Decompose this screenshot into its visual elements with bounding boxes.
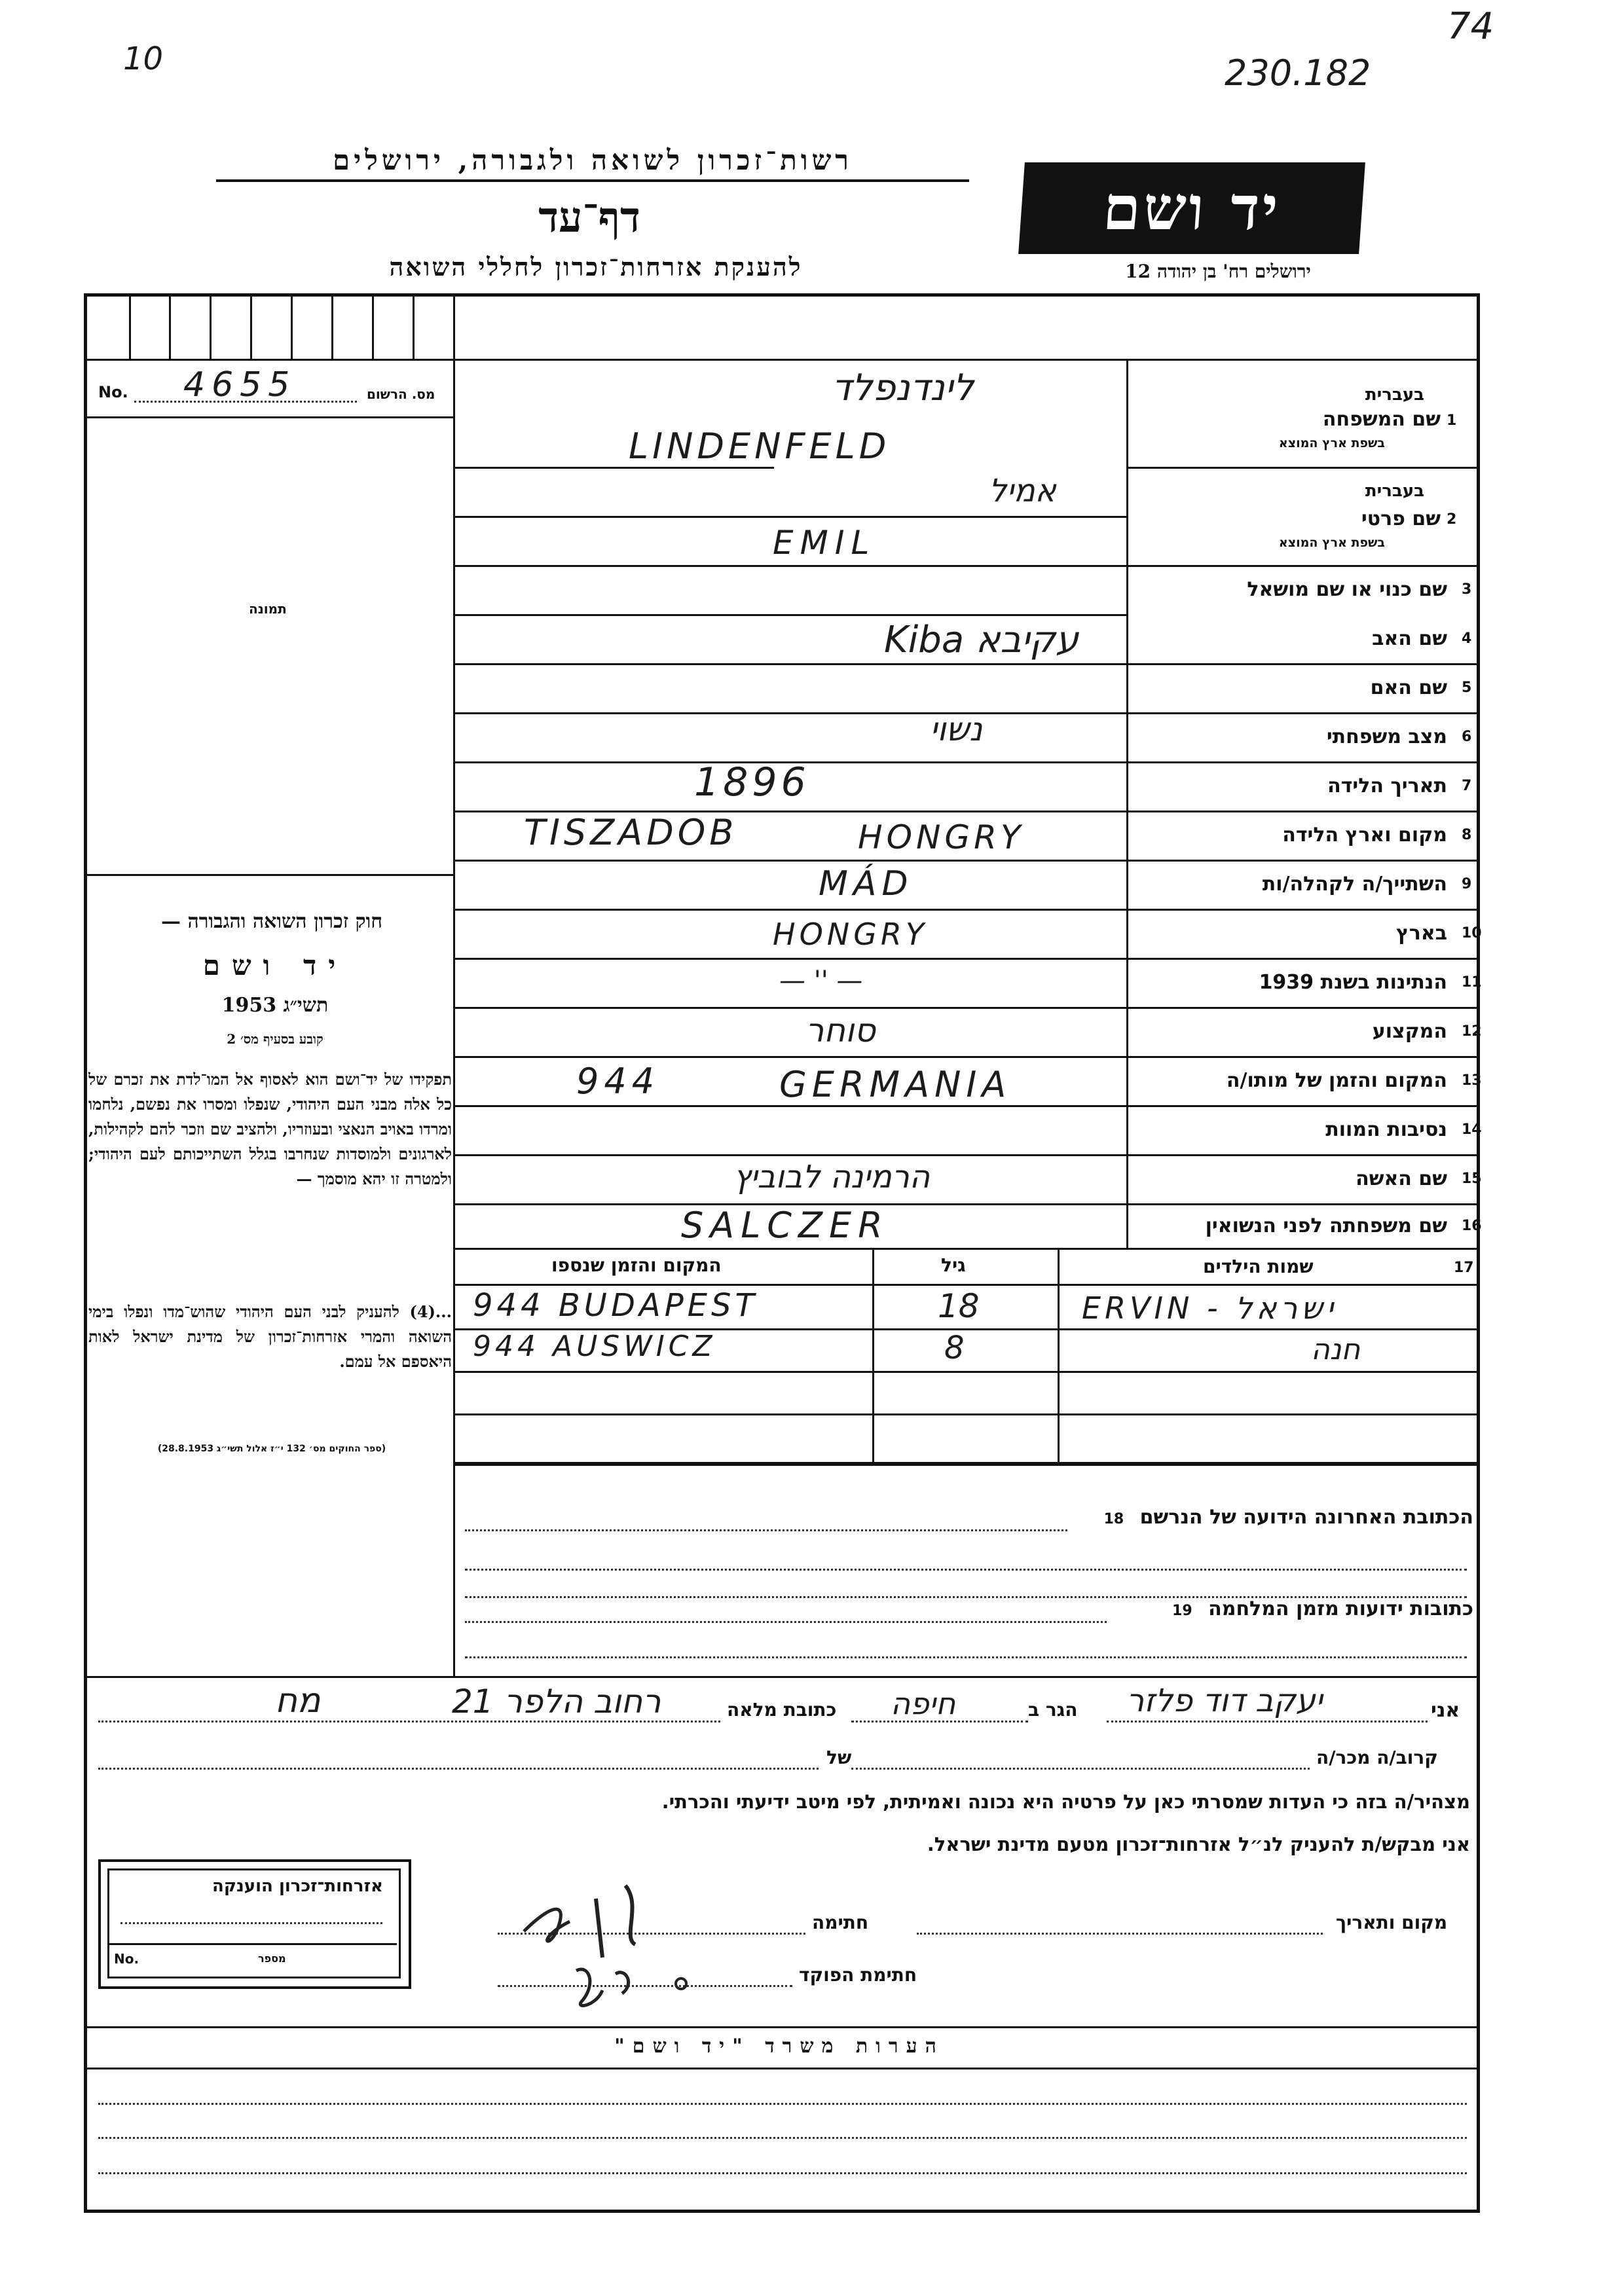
decl-full-address: כתובת מלאה — [727, 1699, 837, 1721]
field-row-4 — [1126, 614, 1480, 663]
field-6-num: 6 — [1462, 728, 1472, 745]
field-row-11 — [1126, 958, 1480, 1006]
decl-relative: קרוב/ה מכר/ה — [1316, 1747, 1438, 1768]
field-5-num: 5 — [1462, 679, 1472, 696]
field-10-num: 10 — [1462, 924, 1482, 941]
decl-place-date: מקום ותאריך — [1336, 1912, 1448, 1933]
children-table — [453, 1248, 1477, 1464]
logo — [1018, 162, 1365, 254]
office-notes-title: הערות משרד "יד ושם" — [614, 2035, 944, 2058]
value-death-place: GERMANIA — [779, 1064, 1012, 1105]
field-row-12 — [1126, 1007, 1480, 1055]
field-surname — [1126, 359, 1477, 467]
authority-title: רשות־זכרון לשואה ולגבורה, ירושלים — [216, 144, 969, 182]
decl-signature-label: חתימה — [812, 1912, 869, 1933]
child-2-age: 8 — [944, 1330, 965, 1366]
field-12-label: המקצוע — [1372, 1019, 1447, 1043]
field-firstname — [1126, 467, 1477, 565]
field-8-num: 8 — [1462, 826, 1472, 843]
decl-ani: אני — [1431, 1699, 1460, 1722]
field-16-label: שם משפחתה לפני הנשואין — [1205, 1214, 1447, 1237]
field-1-label: שם המשפחה — [1322, 408, 1441, 431]
field-8-label: מקום וארץ הלידה — [1282, 823, 1447, 847]
field-10-label: בארץ — [1395, 921, 1447, 945]
field-13-label: המקום והזמן של מותו/ה — [1226, 1068, 1447, 1092]
field-15-label: שם האשה — [1356, 1167, 1447, 1190]
decl-of: של — [826, 1747, 852, 1768]
field-4-num: 4 — [1462, 630, 1472, 647]
photo-label: תמונה — [249, 601, 287, 617]
value-firstname-latin: EMIL — [773, 524, 876, 562]
field-2-num: 2 — [1447, 511, 1457, 528]
children-col-age: גיל — [941, 1254, 966, 1276]
q19-num: 19 — [1172, 1603, 1192, 1619]
children-col-place: המקום והזמן שנספו — [551, 1254, 722, 1276]
children-num: 17 — [1454, 1260, 1474, 1276]
stamp-number-label: מספר — [258, 1952, 286, 1965]
field-9-num: 9 — [1462, 875, 1472, 892]
field-row-9 — [1126, 860, 1480, 908]
value-country: HONGRY — [773, 917, 928, 952]
field-row-16 — [1126, 1203, 1480, 1248]
field-1-sub-origin: בשפת ארץ המוצא — [1278, 436, 1385, 450]
law-year: תשי״ג 1953 — [221, 994, 329, 1017]
field-2-label: שם פרטי — [1361, 507, 1441, 530]
field-16-num: 16 — [1462, 1217, 1482, 1234]
address-last-known-label — [1061, 1506, 1473, 1529]
decl-statement: מצהיר/ה בזה כי העדות שמסרתי כאן על פרטיה היא נכונה ואמיתית, לפי מיטב ידיעתי והכרתי. — [661, 1791, 1470, 1813]
field-row-15 — [1126, 1154, 1480, 1203]
value-marital: נשוי — [930, 710, 983, 748]
field-4-label: שם האב — [1372, 627, 1447, 650]
value-profession: סוחר — [805, 1011, 876, 1049]
corner-mark-left: 10 — [123, 41, 164, 77]
value-father: עקיבא Kiba — [884, 619, 1079, 661]
field-5-label: שם האם — [1370, 676, 1447, 699]
form-title: דף־עד — [538, 193, 640, 242]
reference-code: 230.182 — [1225, 52, 1371, 94]
value-firstname-hebrew: אמיל — [989, 473, 1056, 509]
field-12-num: 12 — [1462, 1023, 1482, 1040]
corner-mark-right: 74 — [1447, 5, 1494, 48]
field-row-6 — [1126, 712, 1480, 761]
logo-text: יד ושם — [1100, 173, 1283, 244]
field-row-14 — [1126, 1105, 1480, 1154]
child-1-name: ERVIN - ישראל — [1082, 1290, 1338, 1326]
field-6-label: מצב משפחתי — [1326, 725, 1447, 748]
field-row-7 — [1126, 761, 1480, 810]
decl-address-extra: מח — [275, 1681, 321, 1721]
value-surname-latin: LINDENFELD — [629, 426, 891, 467]
law-name: יד ושם — [202, 949, 348, 981]
child-2-place: 944 AUSWICZ — [473, 1330, 716, 1363]
address-wartime-label — [1113, 1597, 1473, 1620]
value-birth-place: TISZADOB — [524, 812, 738, 853]
field-13-num: 13 — [1462, 1072, 1482, 1089]
decl-address-value: רחוב הלפר 21 — [452, 1683, 661, 1721]
field-row-10 — [1126, 909, 1480, 957]
field-2-sub-origin: בשפת ארץ המוצא — [1278, 536, 1385, 550]
field-1-sub-hebrew: בעברית — [1365, 385, 1424, 405]
decl-city: חיפה — [891, 1686, 956, 1721]
value-community: MÁD — [819, 864, 913, 903]
decl-resides: הגר ב — [1028, 1699, 1078, 1721]
law-footnote: (ספר החוקים מס׳ 132 י״ז אלול תשי״ג 28.8.1953) — [157, 1444, 386, 1454]
child-1-age: 18 — [938, 1287, 980, 1325]
field-row-5 — [1126, 663, 1480, 712]
field-9-label: השתייך/ה לקהלה/ות — [1262, 872, 1447, 896]
decl-declarant: יעקב דוד פלזר — [1126, 1683, 1323, 1719]
law-clause: קובע בסעיף מס׳ 2 — [227, 1031, 323, 1047]
logo-address: ירושלים רח' בן יהודה 12 — [1125, 261, 1311, 282]
value-birth-country: HONGRY — [858, 818, 1025, 856]
value-surname-hebrew: לינדנפלד — [832, 367, 974, 409]
registration-number: 4655 — [183, 365, 297, 405]
stamp-title: אזרחות־זכרון הוענקה — [212, 1876, 383, 1896]
field-11-label: הנתינות בשנת 1939 — [1259, 970, 1447, 994]
form-subtitle: להענקת אזרחות־זכרון לחללי השואה — [389, 252, 803, 282]
field-14-label: נסיבות המוות — [1325, 1118, 1447, 1141]
field-3-label: שם כנוי או שם מושאל — [1247, 577, 1447, 601]
decl-officer-signature: חתימת הפוקד — [799, 1964, 917, 1986]
q18-num: 18 — [1103, 1511, 1124, 1527]
decl-request: אני מבקש/ת להעניק לנ״ל אזרחות־זכרון מטעם מדינת ישראל. — [927, 1833, 1470, 1855]
stamp-no-label: No. — [114, 1951, 139, 1967]
field-2-sub-hebrew: בעברית — [1365, 481, 1424, 501]
children-col-names: שמות הילדים — [1203, 1256, 1314, 1277]
value-death-year: 944 — [576, 1061, 660, 1102]
field-row-13 — [1126, 1056, 1480, 1104]
q19-label: כתובות ידועות מזמן המלחמה — [1208, 1597, 1473, 1620]
field-7-num: 7 — [1462, 777, 1472, 794]
registration-label: מס. הרשום — [367, 386, 435, 402]
value-citizenship: — '' — — [779, 966, 863, 996]
child-2-name: חנה — [1311, 1333, 1361, 1366]
field-14-num: 14 — [1462, 1121, 1482, 1138]
field-3-num: 3 — [1462, 581, 1472, 598]
child-1-place: 944 BUDAPEST — [473, 1287, 758, 1324]
law-heading: חוק זכרון השואה והגבורה — — [161, 910, 382, 933]
field-row-8 — [1126, 811, 1480, 859]
value-wife-maiden: SALCZER — [681, 1205, 889, 1246]
citizenship-stamp-box — [98, 1859, 411, 1989]
field-11-num: 11 — [1462, 974, 1482, 991]
field-1-num: 1 — [1447, 412, 1457, 429]
law-text-2: ...(4) להעניק לבני העם היהודי שהוש־מדו ונפלו בימי השואה והמרי אזרחות־זכרון של מדינת ישראל לאות היאספם אל עמם. — [88, 1302, 452, 1371]
field-15-num: 15 — [1462, 1170, 1482, 1187]
field-7-label: תאריך הלידה — [1327, 774, 1447, 797]
registration-no-label: No. — [98, 383, 128, 401]
law-text-1: תפקידו של יד־ושם הוא לאסוף אל המו־לדת את זכרם של כל אלה מבני העם היהודי, שנפלו ומסרו את נפשם, נלחמו ומרדו באויב הנאצי ובעוזריו, ולהציב שם וזכר להם לקהילות, לארגונים ולמוסדות שנחרבו בגלל השתייכותם לעם היהודי; ולמטרה זו יהא מוסמך — — [88, 1070, 452, 1188]
value-wife: הרמינה לבוביץ — [733, 1159, 931, 1195]
q18-label: הכתובת האחרונה הידועה של הנרשם — [1139, 1506, 1473, 1529]
field-row-3 — [1126, 565, 1480, 613]
value-birth-year: 1896 — [694, 759, 810, 805]
signature-scribble — [511, 1859, 747, 2016]
